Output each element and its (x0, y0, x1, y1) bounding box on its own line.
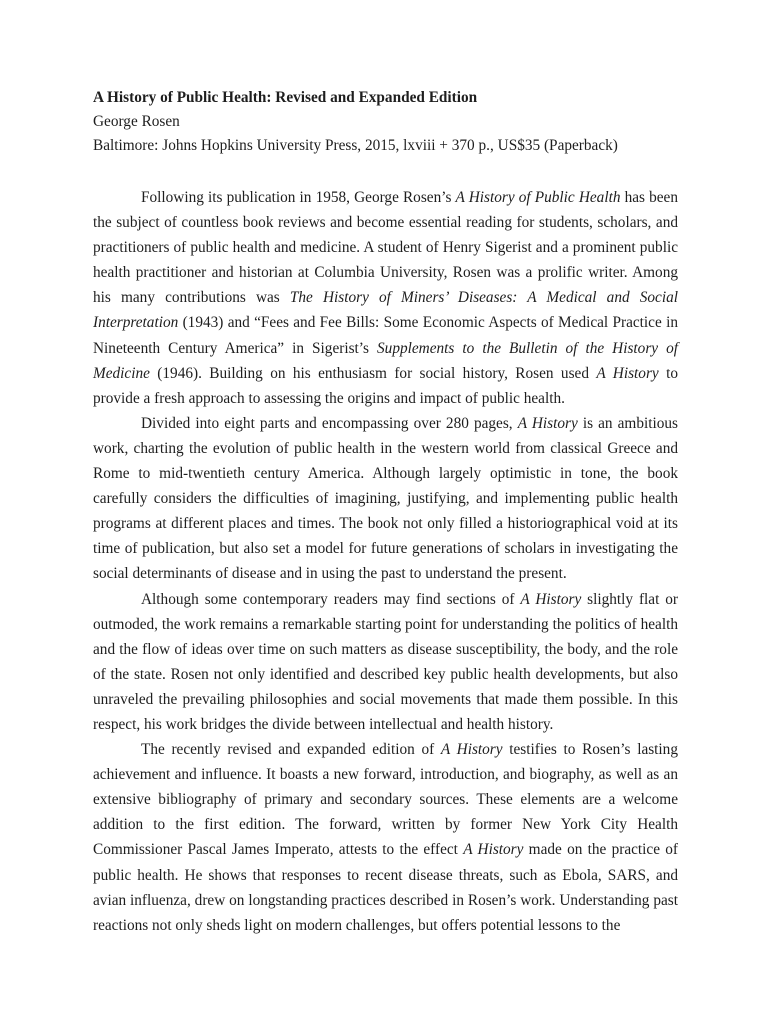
text-span: to provide a fresh approach to assessing the origins and impact of public health. (93, 364, 678, 407)
book-header (93, 86, 678, 158)
text-span: made on the practice of public health. He shows that responses to recent disease threats, such as Ebola, SARS, and avian influenza, drew on longstanding practices described in Rosen’s work. Understanding past reactions not only sheds light on modern challenges, but offers potential lessons to the (93, 841, 678, 934)
book-title-italic: A History (517, 414, 578, 432)
text-span: The recently revised and expanded edition of (141, 741, 441, 759)
text-span: Although some contemporary readers may find sections of (141, 590, 521, 608)
review-content (93, 86, 678, 938)
text-span: is an ambitious work, charting the evolution of public health in the western world from classical Greece and Rome to mid-twentieth century America. Although largely optimistic in tone, the book carefully considers the difficulties of imagining, justifying, and implementing public health programs at different places and times. The book not only filled a historiographical void at its time of publication, but also set a model for future generations of scholars in investigating the social determinants of disease and in using the past to understand the present. (93, 414, 678, 583)
book-title: A History of Public Health: Revised and Expanded Edition (93, 89, 478, 106)
text-span: (1946). Building on his enthusiasm for social history, Rosen used (149, 364, 597, 382)
text-span: testifies to Rosen’s lasting achievement and influence. It boasts a new forward, introduction, and biography, as well as an extensive bibliography of primary and secondary sources. These elements are a welcome addition to the first edition. The forward, written by former New York City Health Commissioner Pascal James Imperato, attests to the effect (93, 741, 678, 859)
paragraph-3 (93, 587, 678, 738)
publication-details: Baltimore: Johns Hopkins University Press, 2015, lxviii + 370 p., US$35 (Paperback) (93, 137, 618, 154)
paragraph-4 (93, 737, 678, 938)
review-body (93, 185, 678, 938)
journal-title-italic: Supplements to the Bulletin of the History of Medicine (93, 339, 678, 382)
book-title-italic: A History (520, 590, 582, 608)
paragraph-1 (93, 185, 678, 411)
book-title-italic: A History (440, 741, 503, 759)
paragraph-2 (93, 411, 678, 587)
book-author: George Rosen (93, 113, 180, 130)
text-span: (1943) and “Fees and Fee Bills: Some Economic Aspects of Medical Practice in Nineteenth Century America” in Sigerist’s (93, 314, 678, 357)
text-span: has been the subject of countless book reviews and become essential reading for students, scholars, and practitioners of public health and medicine. A student of Henry Sigerist and a prominent public health practitioner and historian at Columbia University, Rosen was a prolific writer. Among his many contributions was (93, 189, 678, 307)
text-span: Following its publication in 1958, George Rosen’s (141, 189, 456, 206)
book-title-italic: The History of Miners’ Diseases: A Medical and Social Interpretation (93, 289, 678, 332)
text-span: slightly flat or outmoded, the work remains a remarkable starting point for understanding the politics of health and the flow of ideas over time on such matters as disease susceptibility, the body, and the role of the state. Rosen not only identified and described key public health developments, but also unraveled the prevailing philosophies and social movements that made them possible. In this respect, his work bridges the divide between intellectual and health history. (93, 590, 678, 733)
book-title-italic: A History (596, 364, 659, 382)
book-title-italic: A History of Public Health (455, 189, 621, 206)
text-span: Divided into eight parts and encompassing over 280 pages, (141, 414, 518, 432)
book-title-italic: A History (463, 841, 524, 859)
